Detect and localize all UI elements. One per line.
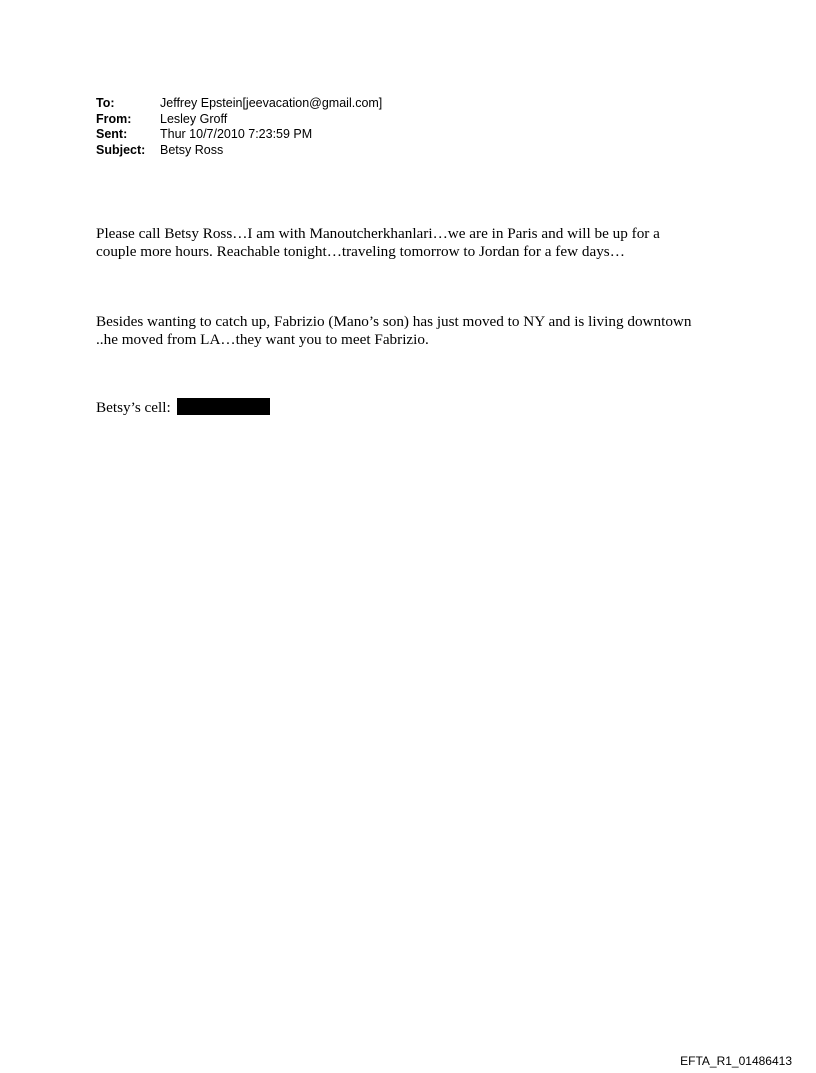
sent-row <box>96 127 382 143</box>
paragraph-1-line-1: Please call Betsy Ross…I am with Manoutcherkhanlari…we are in Paris and will be up for a <box>96 225 660 242</box>
subject-label: Subject: <box>96 142 146 157</box>
document-id: EFTA_R1_01486413 <box>680 1054 792 1068</box>
to-value: Jeffrey Epstein[jeevacation@gmail.com] <box>160 96 383 110</box>
cell-label: Betsy’s cell: <box>96 399 171 416</box>
body-paragraph-2 <box>96 313 746 349</box>
from-value: Lesley Groff <box>160 111 228 126</box>
to-row <box>96 96 382 112</box>
paragraph-2-line-1: Besides wanting to catch up, Fabrizio (Mano’s son) has just moved to NY and is living downtown <box>96 313 692 330</box>
paragraph-2-line-2: ..he moved from LA…they want you to meet Fabrizio. <box>96 331 429 348</box>
subject-row <box>96 143 382 159</box>
to-label: To: <box>96 96 115 110</box>
from-row <box>96 112 382 128</box>
email-header <box>96 96 382 158</box>
cell-line <box>96 398 746 417</box>
sent-value: Thur 10/7/2010 7:23:59 PM <box>160 127 313 141</box>
body-paragraph-1 <box>96 225 746 261</box>
redaction-box <box>177 398 270 415</box>
from-label: From: <box>96 111 132 126</box>
sent-label: Sent: <box>96 127 128 141</box>
paragraph-1-line-2: couple more hours. Reachable tonight…traveling tomorrow to Jordan for a few days… <box>96 243 625 260</box>
subject-value: Betsy Ross <box>160 142 224 157</box>
